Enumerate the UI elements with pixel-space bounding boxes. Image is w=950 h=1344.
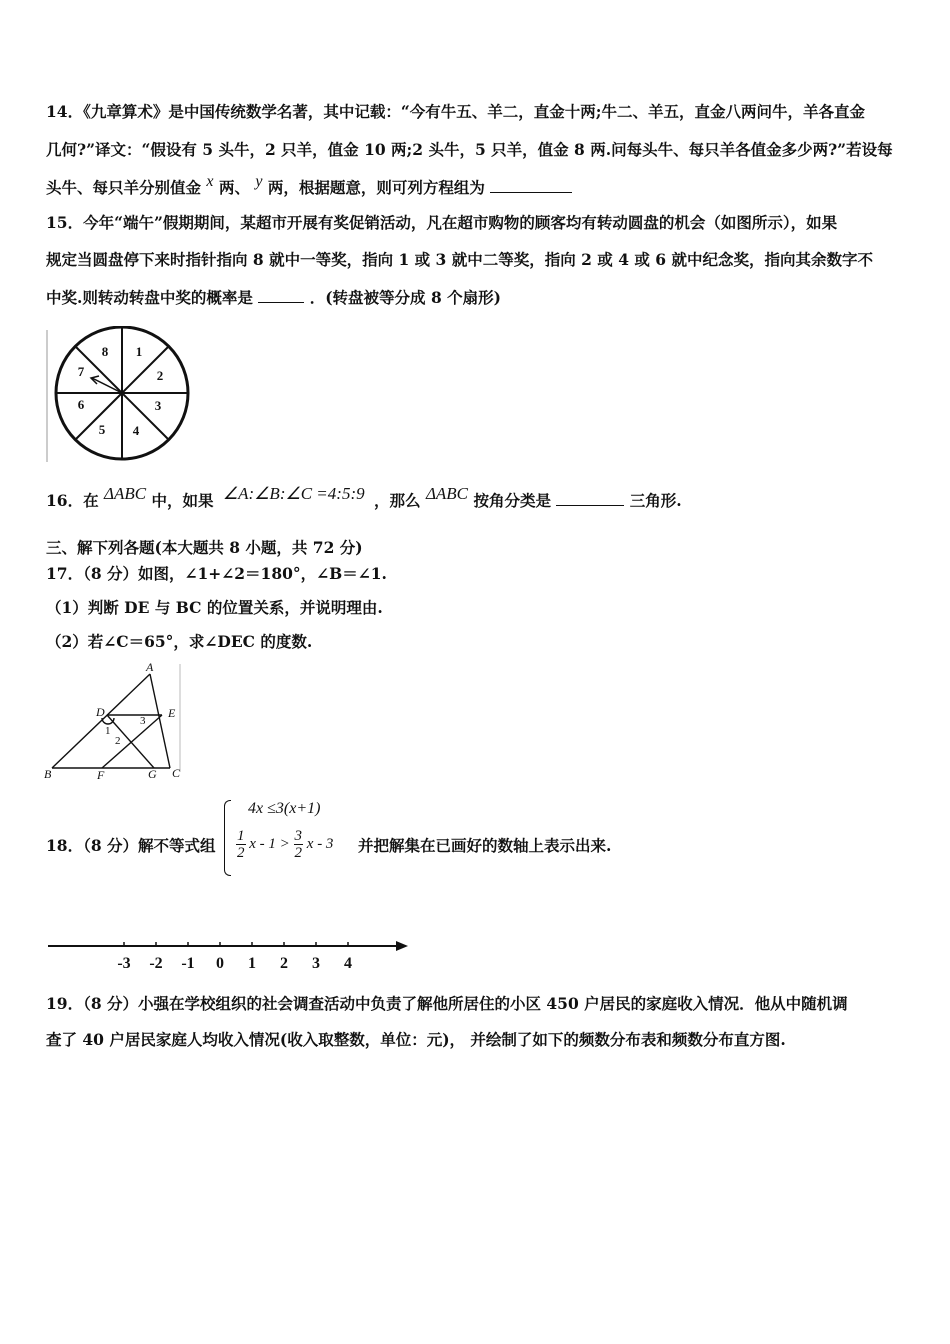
tick-label--2: -2 (149, 955, 163, 972)
label-angle-3: 3 (140, 715, 146, 727)
label-e: E (168, 706, 176, 720)
answer-blank-q14 (490, 176, 572, 193)
q19-line1: 19．（8 分）小强在学校组织的社会调查活动中负责了解他所居住的小区 450 户居民的家庭收入情况．他从中随机调 (46, 994, 848, 1013)
label-f: F (97, 768, 105, 782)
label-c: C (172, 766, 181, 780)
number-line (44, 934, 414, 974)
triangle-abc-1: ΔABC (103, 484, 147, 503)
label-a: A (146, 660, 154, 674)
sector-label-2: 2 (156, 368, 164, 383)
answer-blank-q16 (556, 489, 624, 506)
sector-label-1: 1 (135, 344, 143, 359)
inequality-system (224, 798, 364, 878)
q16-line (46, 484, 916, 512)
triangle-abc-2: ΔABC (425, 484, 469, 503)
spinner-figure (44, 326, 200, 466)
q16-mid3: 按角分类是 (473, 491, 551, 510)
divider-135 (122, 393, 169, 440)
sector-label-8: 8 (101, 344, 109, 359)
q17-line1: 17．（8 分）如图，∠1+∠2＝180°，∠B＝∠1. (46, 564, 387, 583)
label-g: G (148, 767, 157, 781)
q16-mid1: 中，如果 (151, 491, 214, 510)
tick-label--3: -3 (117, 955, 131, 972)
q15-line1: 15．今年“端午”假期期间，某超市开展有奖促销活动，凡在超市购物的顾客均有转动圆盘的机会（如图所示），如果 (46, 213, 838, 232)
q15-line3 (46, 286, 916, 309)
label-b: B (44, 767, 52, 781)
side-ab (52, 674, 150, 768)
tick-label-0: 0 (216, 955, 224, 972)
fraction-three-halves: $\frac{3}{2}$ (294, 828, 303, 861)
q15-line3-end: ．(转盘被等分成 8 个扇形) (309, 288, 501, 307)
q16-suffix: 三角形. (629, 491, 682, 510)
sector-label-5: 5 (98, 422, 106, 437)
sector-label-7: 7 (77, 364, 85, 379)
label-angle-1: 1 (105, 725, 111, 737)
q16-mid2: ，那么 (374, 491, 421, 510)
q14-line1: 14．《九章算术》是中国传统数学名著，其中记载：“今有牛五、羊二，直金十两;牛二、羊五，直金八两问牛，羊各直金 (46, 102, 865, 121)
system-brace (224, 800, 231, 876)
q17-part1: （1）判断 DE 与 BC 的位置关系，并说明理由. (46, 598, 383, 617)
triangle-figure (42, 660, 190, 782)
fraction-one-half: $\frac{1}{2}$ (237, 828, 245, 861)
q14-line3-end: 两，根据题意，则可列方程组为 (267, 178, 485, 197)
var-y: y (255, 173, 263, 190)
tick-label-3: 3 (312, 955, 320, 972)
q14-line3-mid: 两、 (218, 178, 250, 197)
section-3-title: 三、解下列各题(本大题共 8 小题，共 72 分) (46, 538, 363, 557)
inequality-2-end: x - 3 (306, 836, 334, 852)
q14-line2: 几何?”译文：“假设有 5 头牛，2 只羊，值金 10 两;2 头牛，5 只羊，值金 8 两.问每头牛、每只羊各值金多少两?”若设每 (46, 140, 893, 159)
q16-prefix: 16．在 (46, 491, 99, 510)
angle-ratio: ∠A:∠B:∠C =4:5:9 (222, 484, 365, 503)
inequality-2-mid: x - 1 > (249, 836, 290, 852)
axis-arrow-icon (396, 941, 408, 951)
inequality-2 (236, 828, 333, 861)
sector-label-6: 6 (77, 397, 85, 412)
q15-line2: 规定当圆盘停下来时指针指向 8 就中一等奖，指向 1 或 3 就中二等奖，指向 2 或 4 或 6 就中纪念奖，指向其余数字不 (46, 250, 873, 269)
q17-part2: （2）若∠C＝65°，求∠DEC 的度数. (46, 632, 313, 651)
side-ac (150, 674, 170, 768)
answer-blank-q15 (258, 286, 304, 303)
inequality-1: 4x ≤3(x+1) (248, 800, 321, 817)
label-angle-2: 2 (115, 735, 121, 747)
q18-suffix: 并把解集在已画好的数轴上表示出来. (358, 836, 612, 855)
tick-label-2: 2 (280, 955, 288, 972)
tick-label--1: -1 (181, 955, 195, 972)
q14-line3 (46, 173, 916, 200)
var-x: x (206, 173, 214, 190)
tick-label-1: 1 (248, 955, 256, 972)
sector-label-3: 3 (154, 398, 162, 413)
q14-line3-start: 头牛、每只羊分别值金 (46, 178, 202, 197)
sector-label-4: 4 (132, 423, 140, 438)
q19-line2: 查了 40 户居民家庭人均收入情况(收入取整数，单位：元)， 并绘制了如下的频数分布表和频数分布直方图. (46, 1030, 786, 1049)
label-d: D (96, 705, 105, 719)
q15-line3-start: 中奖.则转动转盘中奖的概率是 (46, 288, 253, 307)
tick-label-4: 4 (344, 955, 352, 972)
q18-prefix: 18．（8 分）解不等式组 (46, 836, 216, 855)
